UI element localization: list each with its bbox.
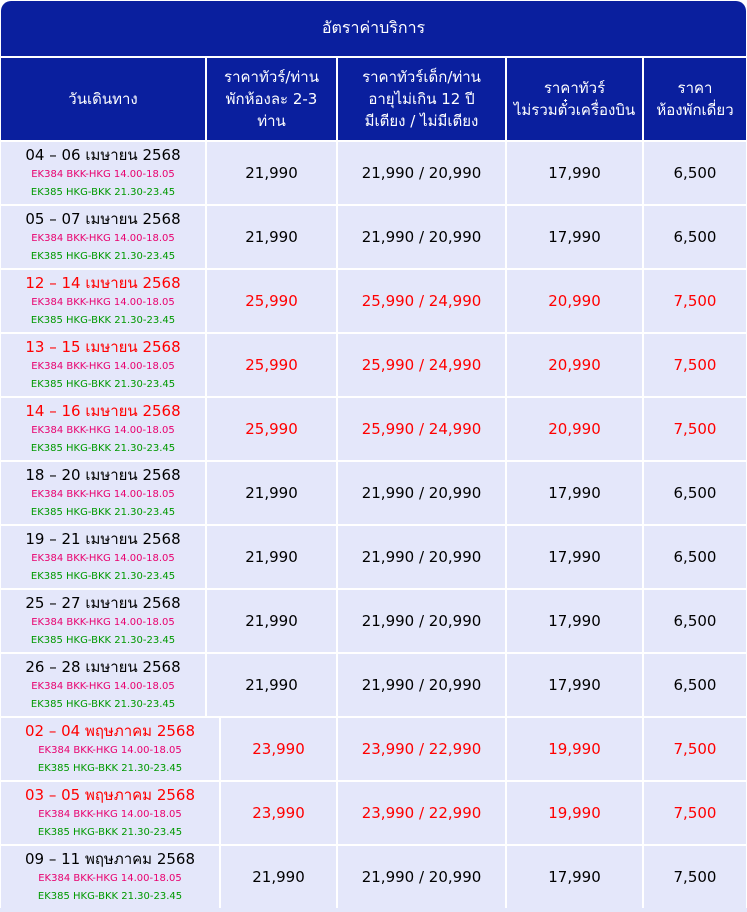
single-room-price-cell: 7,500 xyxy=(644,718,746,780)
travel-date-text: 12 – 14 เมษายน 2568 xyxy=(25,274,181,292)
single-room-price-cell: 6,500 xyxy=(644,590,746,652)
table-row xyxy=(1,206,746,268)
adult-price-cell: 21,990 xyxy=(207,590,336,652)
child-price-cell: 23,990 / 22,990 xyxy=(338,718,505,780)
child-price-cell: 21,990 / 20,990 xyxy=(338,654,505,716)
adult-price-cell: 23,990 xyxy=(221,718,336,780)
child-price-cell: 21,990 / 20,990 xyxy=(338,462,505,524)
table-row xyxy=(1,654,746,716)
no-ticket-price-cell: 19,990 xyxy=(507,718,642,780)
travel-date-text: 25 – 27 เมษายน 2568 xyxy=(25,594,181,612)
outbound-flight-text: EK384 BKK-HKG 14.00-18.05 xyxy=(38,745,182,756)
adult-price-cell: 21,990 xyxy=(207,142,336,204)
outbound-flight-text: EK384 BKK-HKG 14.00-18.05 xyxy=(31,553,175,564)
return-flight-text: EK385 HKG-BKK 21.30-23.45 xyxy=(37,827,183,838)
child-price-cell: 21,990 / 20,990 xyxy=(338,206,505,268)
table-title: อัตราค่าบริการ xyxy=(1,1,746,56)
table-row xyxy=(1,718,746,780)
header-row xyxy=(1,58,746,140)
return-flight-text: EK385 HKG-BKK 21.30-23.45 xyxy=(30,571,176,582)
table-row xyxy=(1,398,746,460)
table-body xyxy=(1,142,746,910)
table-row xyxy=(1,270,746,332)
child-price-cell: 21,990 / 20,990 xyxy=(338,142,505,204)
return-flight-text: EK385 HKG-BKK 21.30-23.45 xyxy=(30,315,176,326)
table-row xyxy=(1,526,746,588)
travel-date-cell xyxy=(1,270,205,332)
outbound-flight-text: EK384 BKK-HKG 14.00-18.05 xyxy=(31,233,175,244)
single-room-price-cell: 7,500 xyxy=(644,846,746,908)
table-bottom-edge xyxy=(0,908,747,912)
outbound-flight-text: EK384 BKK-HKG 14.00-18.05 xyxy=(31,297,175,308)
single-room-price-cell: 6,500 xyxy=(644,654,746,716)
single-room-price-cell: 7,500 xyxy=(644,398,746,460)
outbound-flight-text: EK384 BKK-HKG 14.00-18.05 xyxy=(31,617,175,628)
no-ticket-price-cell: 17,990 xyxy=(507,526,642,588)
outbound-flight-text: EK384 BKK-HKG 14.00-18.05 xyxy=(38,873,182,884)
outbound-flight-text: EK384 BKK-HKG 14.00-18.05 xyxy=(31,169,175,180)
travel-date-cell xyxy=(1,526,205,588)
table-row xyxy=(1,462,746,524)
travel-date-text: 03 – 05 พฤษภาคม 2568 xyxy=(24,786,195,804)
single-room-price-cell: 7,500 xyxy=(644,782,746,844)
adult-price-cell: 21,990 xyxy=(207,654,336,716)
table-row xyxy=(1,846,746,908)
table-row xyxy=(1,590,746,652)
travel-date-cell xyxy=(1,590,205,652)
child-price-cell: 25,990 / 24,990 xyxy=(338,398,505,460)
header-child-price: ราคาทัวร์เด็ก/ท่าน อายุไม่เกิน 12 ปี มีเตียง / ไม่มีเตียง xyxy=(338,58,505,140)
adult-price-cell: 25,990 xyxy=(207,270,336,332)
travel-date-text: 18 – 20 เมษายน 2568 xyxy=(25,466,181,484)
travel-date-text: 19 – 21 เมษายน 2568 xyxy=(25,530,181,548)
adult-price-cell: 23,990 xyxy=(221,782,336,844)
child-price-cell: 23,990 / 22,990 xyxy=(338,782,505,844)
travel-date-text: 05 – 07 เมษายน 2568 xyxy=(25,210,181,228)
no-ticket-price-cell: 17,990 xyxy=(507,846,642,908)
single-room-price-cell: 6,500 xyxy=(644,142,746,204)
child-price-cell: 25,990 / 24,990 xyxy=(338,270,505,332)
header-single-room: ราคา ห้องพักเดี่ยว xyxy=(644,58,746,140)
travel-date-cell xyxy=(1,398,205,460)
child-price-cell: 21,990 / 20,990 xyxy=(338,590,505,652)
adult-price-cell: 21,990 xyxy=(207,462,336,524)
travel-date-cell xyxy=(1,334,205,396)
no-ticket-price-cell: 19,990 xyxy=(507,782,642,844)
travel-date-cell xyxy=(1,206,205,268)
return-flight-text: EK385 HKG-BKK 21.30-23.45 xyxy=(30,635,176,646)
travel-date-cell xyxy=(1,782,219,844)
adult-price-cell: 21,990 xyxy=(207,206,336,268)
return-flight-text: EK385 HKG-BKK 21.30-23.45 xyxy=(37,763,183,774)
outbound-flight-text: EK384 BKK-HKG 14.00-18.05 xyxy=(31,425,175,436)
return-flight-text: EK385 HKG-BKK 21.30-23.45 xyxy=(30,379,176,390)
outbound-flight-text: EK384 BKK-HKG 14.00-18.05 xyxy=(38,809,182,820)
no-ticket-price-cell: 17,990 xyxy=(507,590,642,652)
travel-date-cell xyxy=(1,142,205,204)
return-flight-text: EK385 HKG-BKK 21.30-23.45 xyxy=(37,891,183,902)
no-ticket-price-cell: 20,990 xyxy=(507,334,642,396)
no-ticket-price-cell: 20,990 xyxy=(507,398,642,460)
table-row xyxy=(1,782,746,844)
table-row xyxy=(1,142,746,204)
child-price-cell: 25,990 / 24,990 xyxy=(338,334,505,396)
return-flight-text: EK385 HKG-BKK 21.30-23.45 xyxy=(30,443,176,454)
adult-price-cell: 25,990 xyxy=(207,334,336,396)
travel-date-cell xyxy=(1,654,205,716)
single-room-price-cell: 7,500 xyxy=(644,270,746,332)
table-row xyxy=(1,334,746,396)
travel-date-cell xyxy=(1,846,219,908)
travel-date-cell xyxy=(1,718,219,780)
travel-date-cell xyxy=(1,462,205,524)
travel-date-text: 14 – 16 เมษายน 2568 xyxy=(25,402,181,420)
return-flight-text: EK385 HKG-BKK 21.30-23.45 xyxy=(30,187,176,198)
single-room-price-cell: 7,500 xyxy=(644,334,746,396)
no-ticket-price-cell: 20,990 xyxy=(507,270,642,332)
no-ticket-price-cell: 17,990 xyxy=(507,206,642,268)
adult-price-cell: 21,990 xyxy=(221,846,336,908)
header-travel-date: วันเดินทาง xyxy=(1,58,205,140)
travel-date-text: 26 – 28 เมษายน 2568 xyxy=(25,658,181,676)
travel-date-text: 04 – 06 เมษายน 2568 xyxy=(25,146,181,164)
travel-date-text: 09 – 11 พฤษภาคม 2568 xyxy=(24,850,195,868)
header-adult-price: ราคาทัวร์/ท่าน พักห้องละ 2-3 ท่าน xyxy=(207,58,336,140)
single-room-price-cell: 6,500 xyxy=(644,462,746,524)
travel-date-text: 02 – 04 พฤษภาคม 2568 xyxy=(24,722,195,740)
single-room-price-cell: 6,500 xyxy=(644,526,746,588)
no-ticket-price-cell: 17,990 xyxy=(507,654,642,716)
no-ticket-price-cell: 17,990 xyxy=(507,142,642,204)
outbound-flight-text: EK384 BKK-HKG 14.00-18.05 xyxy=(31,489,175,500)
return-flight-text: EK385 HKG-BKK 21.30-23.45 xyxy=(30,251,176,262)
travel-date-text: 13 – 15 เมษายน 2568 xyxy=(25,338,181,356)
header-no-ticket-price: ราคาทัวร์ ไม่รวมตั๋วเครื่องบิน xyxy=(507,58,642,140)
outbound-flight-text: EK384 BKK-HKG 14.00-18.05 xyxy=(31,681,175,692)
outbound-flight-text: EK384 BKK-HKG 14.00-18.05 xyxy=(31,361,175,372)
return-flight-text: EK385 HKG-BKK 21.30-23.45 xyxy=(30,699,176,710)
no-ticket-price-cell: 17,990 xyxy=(507,462,642,524)
adult-price-cell: 21,990 xyxy=(207,526,336,588)
child-price-cell: 21,990 / 20,990 xyxy=(338,846,505,908)
single-room-price-cell: 6,500 xyxy=(644,206,746,268)
child-price-cell: 21,990 / 20,990 xyxy=(338,526,505,588)
adult-price-cell: 25,990 xyxy=(207,398,336,460)
return-flight-text: EK385 HKG-BKK 21.30-23.45 xyxy=(30,507,176,518)
